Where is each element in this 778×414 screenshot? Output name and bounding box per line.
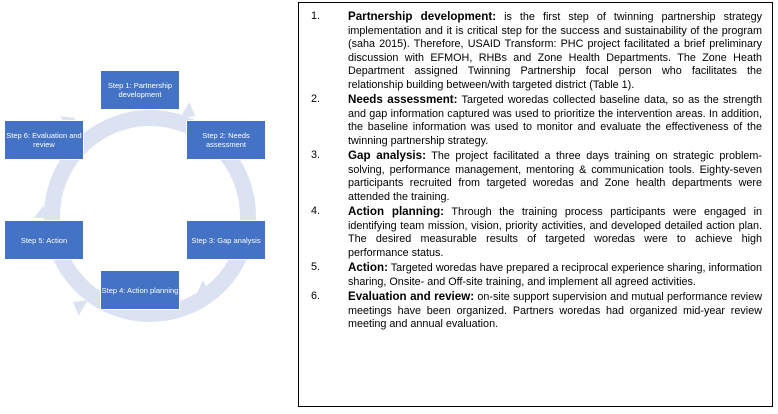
list-item <box>311 261 762 289</box>
item-number: 6. <box>311 290 321 302</box>
cycle-arrow-5 <box>34 206 52 218</box>
item-title: Action: <box>348 261 388 274</box>
step-4-box: Step 4: Action planning <box>100 270 180 310</box>
item-text: Targeted woredas have prepared a reciprocal experience sharing, information sharing, Onsite- and Off-site training, and implement all agreed activities. <box>348 262 762 288</box>
item-title: Gap analysis: <box>348 149 426 162</box>
item-title: Action planning: <box>348 205 445 218</box>
item-text: on-site support supervision and mutual performance review meetings have been organized. Partners woredas had organized mid-year review meeting and annual evaluation. <box>348 291 762 330</box>
item-number: 1. <box>311 10 321 22</box>
item-title: Needs assessment: <box>348 93 458 106</box>
step-3-box: Step 3: Gap analysis <box>186 220 266 260</box>
item-number: 4. <box>311 205 321 217</box>
step-6-box: Step 6: Evaluation and review <box>4 120 84 160</box>
cycle-diagram <box>0 0 300 414</box>
item-number: 3. <box>311 149 321 161</box>
item-number: 2. <box>311 93 321 105</box>
item-text: is the first step of twinning partnership strategy implementation and it is critical step for the success and sustainability of the program (saha 2015). Therefore, USAID Transform: PHC project facilitated a brief preliminary discussion with EFMOH, RHBs and Zone Health Departments. The Zone Heath Department assigned Twinning Partnership focal person who facilitates the relationship building between/with targeted district (Table 1). <box>348 11 762 91</box>
step-5-box: Step 5: Action <box>4 220 84 260</box>
step-2-box: Step 2: Needs assessment <box>186 120 266 160</box>
description-panel <box>298 2 773 407</box>
list-item <box>311 93 762 148</box>
list-item <box>311 10 762 92</box>
step-1-box: Step 1: Partnership development <box>100 70 180 110</box>
item-text: Through the training process participants were engaged in identifying team mission, vision, priority activities, and developed detailed action plan. The desired measurable results of targeted woredas were to achieve high performance status. <box>348 206 763 259</box>
list-item <box>311 205 762 260</box>
list-item <box>311 290 762 332</box>
cycle-arrow-2 <box>230 176 248 188</box>
item-number: 5. <box>311 261 321 273</box>
item-title: Partnership development: <box>348 10 497 23</box>
item-text: The project facilitated a three days training on strategic problem-solving, performance management, mentoring & communication tools. Eighty-seven participants recruited from targeted woredas and Zone health departments were attended the training. <box>348 150 762 203</box>
item-title: Evaluation and review: <box>348 290 475 303</box>
list-item <box>311 149 762 204</box>
item-text: Targeted woredas collected baseline data, so as the strength and gap information captured was used to prioritize the intervention areas. In addition, the baseline information was used to monitor and evaluate the effectiveness of the twinning partnership strategy. <box>348 94 762 147</box>
